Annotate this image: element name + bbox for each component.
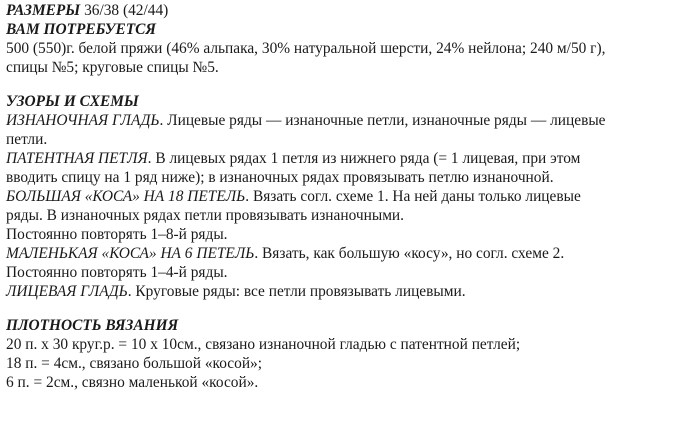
patent-stitch-line — [6, 149, 686, 168]
pattern-page — [6, 1, 686, 392]
sizes-heading: РАЗМЕРЫ — [6, 2, 81, 19]
materials-heading: ВАМ ПОТРЕБУЕТСЯ — [6, 21, 157, 38]
sizes-line — [6, 1, 686, 20]
big-cable-text: . Вязать согл. схеме 1. На ней даны только лицевые — [245, 188, 581, 205]
reverse-stockinette-cont: петли. — [6, 131, 48, 148]
small-cable-repeat: Постоянно повторять 1–4-й ряды. — [6, 264, 228, 281]
section-gap — [6, 77, 686, 92]
big-cable-repeat: Постоянно повторять 1–8-й ряды. — [6, 226, 228, 243]
reverse-stockinette-name: ИЗНАНОЧНАЯ ГЛАДЬ — [6, 112, 160, 129]
reverse-stockinette-line — [6, 111, 686, 130]
stockinette-text: . Круговые ряды: все петли провязывать лицевыми. — [127, 283, 466, 300]
patent-stitch-cont: вводить спицу на 1 ряд ниже); в изнаночных рядах провязывать петлю изнаночной. — [6, 169, 554, 186]
gauge-heading: ПЛОТНОСТЬ ВЯЗАНИЯ — [6, 317, 179, 334]
gauge-line-3: 6 п. = 2см., связно маленькой «косой». — [6, 374, 259, 391]
big-cable-cont: ряды. В изнаночных рядах петли провязывать изнаночными. — [6, 207, 405, 224]
gauge-line-1: 20 п. х 30 круг.р. = 10 х 10см., связано изнаночной гладью с патентной петлей; — [6, 336, 521, 353]
materials-line-1: 500 (550)г. белой пряжи (46% альпака, 30% натуральной шерсти, 24% нейлона; 240 м/50 г), — [6, 40, 606, 57]
sizes-values: 36/38 (42/44) — [80, 2, 169, 19]
gauge-line-2: 18 п. = 4см., связано большой «косой»; — [6, 355, 263, 372]
materials-line-2: спицы №5; круговые спицы №5. — [6, 59, 219, 76]
big-cable-name: БОЛЬШАЯ «КОСА» НА 18 ПЕТЕЛЬ — [6, 188, 246, 205]
reverse-stockinette-text: . Лицевые ряды — изнаночные петли, изнаночные ряды — лицевые — [159, 112, 606, 129]
small-cable-name: МАЛЕНЬКАЯ «КОСА» НА 6 ПЕТЕЛЬ — [6, 245, 255, 262]
small-cable-text: . Вязать, как большую «косу», но согл. схеме 2. — [254, 245, 565, 262]
section-gap — [6, 301, 686, 316]
stockinette-line — [6, 282, 686, 301]
small-cable-line — [6, 244, 686, 263]
stockinette-name: ЛИЦЕВАЯ ГЛАДЬ — [6, 283, 128, 300]
patent-stitch-text: . В лицевых рядах 1 петля из нижнего ряда (= 1 лицевая, при этом — [147, 150, 581, 167]
patterns-heading: УЗОРЫ И СХЕМЫ — [6, 93, 139, 110]
patent-stitch-name: ПАТЕНТНАЯ ПЕТЛЯ — [6, 150, 148, 167]
big-cable-line — [6, 187, 686, 206]
